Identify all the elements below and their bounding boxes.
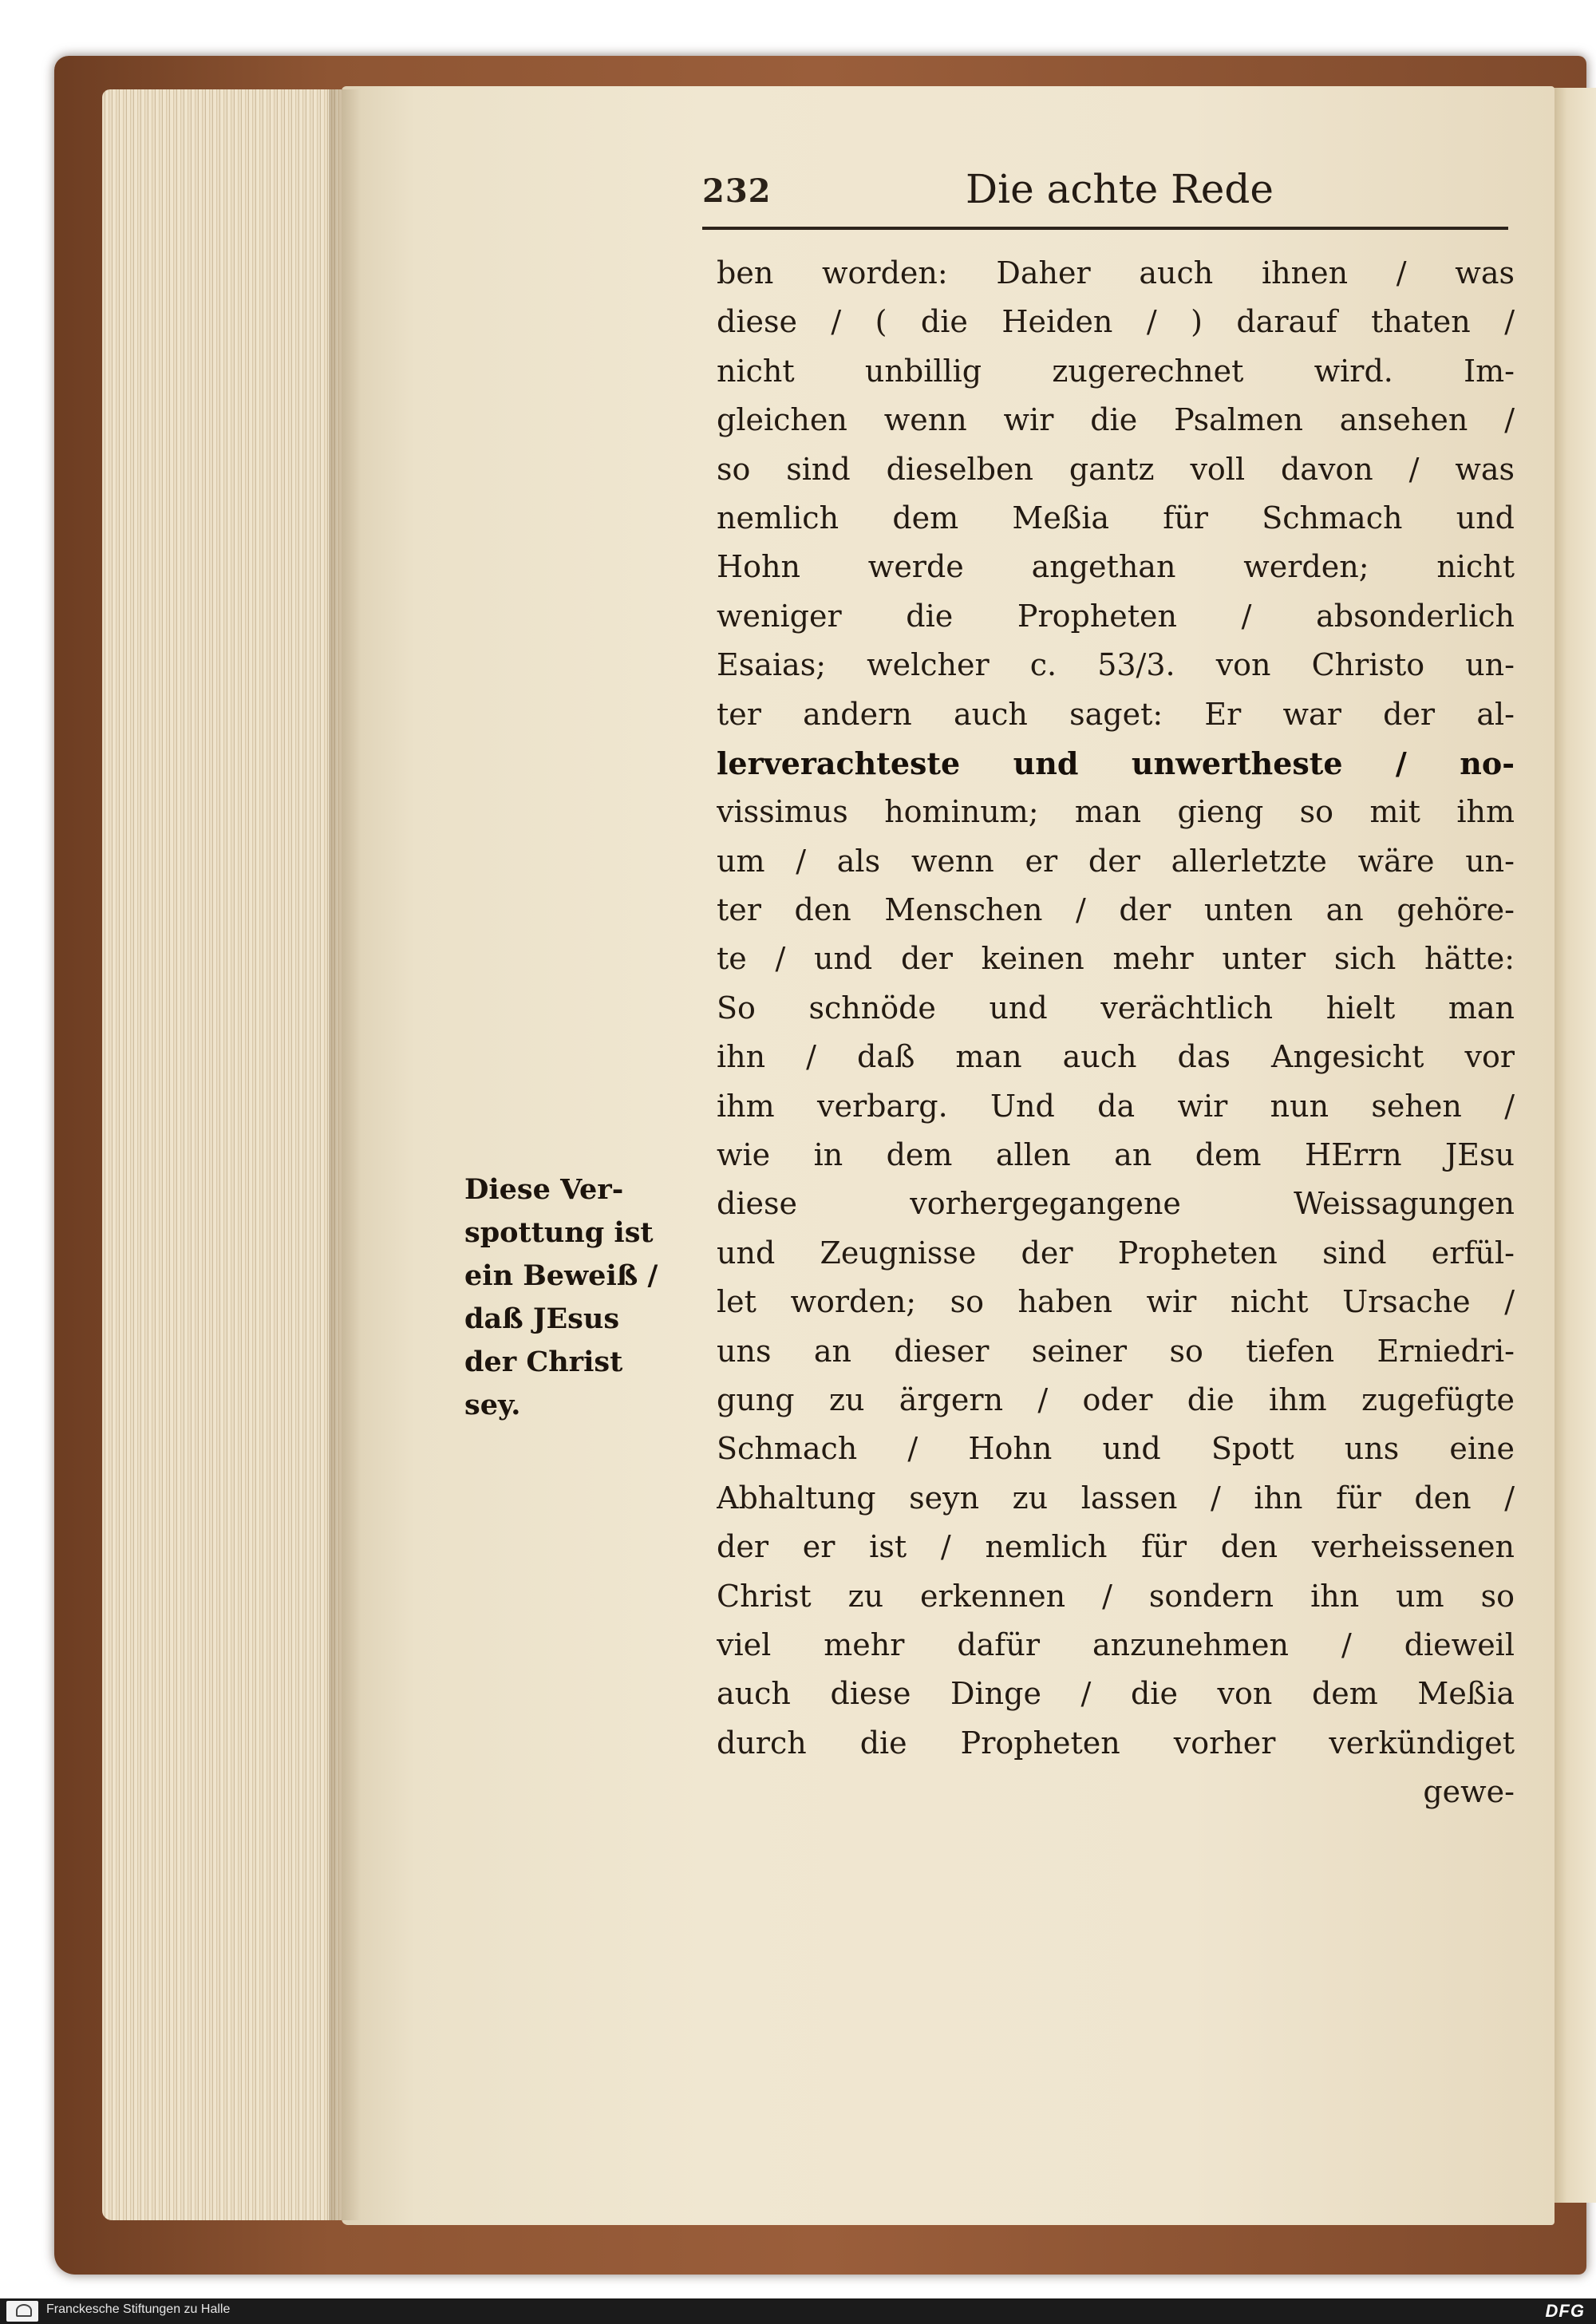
text-line: ben worden: Daher auch ihnen / was: [717, 255, 1515, 290]
marginal-note-line: spottung ist: [464, 1216, 654, 1249]
text-line: So schnöde und verächtlich hielt man: [717, 990, 1515, 1026]
text-line: diese / ( die Heiden / ) darauf thaten /: [717, 304, 1515, 340]
text-line: Esaias; welcher c. 53/3. von Christo un-: [717, 647, 1515, 683]
text-line: wie in dem allen an dem HErrn JEsu: [717, 1137, 1515, 1173]
text-line: vissimus hominum; man gieng so mit ihm: [717, 794, 1515, 830]
text-line: Abhaltung seyn zu lassen / ihn für den /: [717, 1480, 1515, 1516]
text-line: weniger die Propheten / absonderlich: [717, 598, 1515, 634]
text-line: gleichen wenn wir die Psalmen ansehen /: [717, 402, 1515, 438]
marginal-note-line: daß JEsus: [464, 1302, 620, 1335]
text-line: durch die Propheten vorher verkündiget: [717, 1725, 1515, 1761]
text-line: der er ist / nemlich für den verheissenen: [717, 1529, 1515, 1565]
running-head: [702, 166, 1516, 222]
page-edges: [102, 89, 342, 2220]
text-line: ter den Menschen / der unten an gehöre-: [717, 892, 1515, 928]
text-line: Christ zu erkennen / sondern ihn um so: [717, 1578, 1515, 1614]
text-line-emphasis: lerverachteste und unwertheste / no-: [717, 745, 1515, 781]
header-rule: [702, 227, 1508, 230]
footer-bar: [0, 2298, 1596, 2324]
text-line: auch diese Dinge / die von dem Meßia: [717, 1676, 1515, 1712]
catchword: gewe-: [1423, 1774, 1515, 1810]
text-line: Schmach / Hohn und Spott uns eine: [717, 1431, 1515, 1467]
text-line: um / als wenn er der allerletzte wäre un-: [717, 843, 1515, 879]
text-line: ihn / daß man auch das Angesicht vor: [717, 1039, 1515, 1075]
running-title: Die achte Rede: [966, 166, 1274, 212]
text-line: gung zu ärgern / oder die ihm zugefügte: [717, 1381, 1515, 1417]
page-number: 232: [702, 172, 772, 210]
gutter-shadow: [329, 89, 361, 2220]
marginal-note-line: Diese Ver-: [464, 1173, 624, 1206]
marginal-note-line: sey.: [464, 1389, 521, 1421]
text-line: nicht unbillig zugerechnet wird. Im-: [717, 353, 1515, 389]
text-line: nemlich dem Meßia für Schmach und: [717, 500, 1515, 536]
text-line: diese vorhergegangene Weissagungen: [717, 1186, 1515, 1222]
text-line: ter andern auch saget: Er war der al-: [717, 696, 1515, 732]
text-line: let worden; so haben wir nicht Ursache /: [717, 1284, 1515, 1320]
marginal-note-line: ein Beweiß /: [464, 1259, 658, 1292]
main-text-block: [717, 249, 1515, 1817]
text-line: te / und der keinen mehr unter sich hätte:: [717, 941, 1515, 977]
marginal-note: [464, 1168, 696, 1427]
text-line: uns an dieser seiner so tiefen Erniedri-: [717, 1333, 1515, 1369]
facing-page-edge: [1551, 88, 1596, 2203]
dfg-logo: DFG: [1545, 2301, 1585, 2321]
text-line: viel mehr dafür anzunehmen / dieweil: [717, 1626, 1515, 1662]
institution-logo-icon: [6, 2301, 38, 2322]
text-line: und Zeugnisse der Propheten sind erfül-: [717, 1235, 1515, 1271]
marginal-note-line: der Christ: [464, 1346, 623, 1378]
text-line: Hohn werde angethan werden; nicht: [717, 549, 1515, 585]
footer-credit: Franckesche Stiftungen zu Halle: [46, 2302, 231, 2316]
text-line: so sind dieselben gantz voll davon / was: [717, 451, 1515, 487]
text-line: ihm verbarg. Und da wir nun sehen /: [717, 1088, 1515, 1124]
